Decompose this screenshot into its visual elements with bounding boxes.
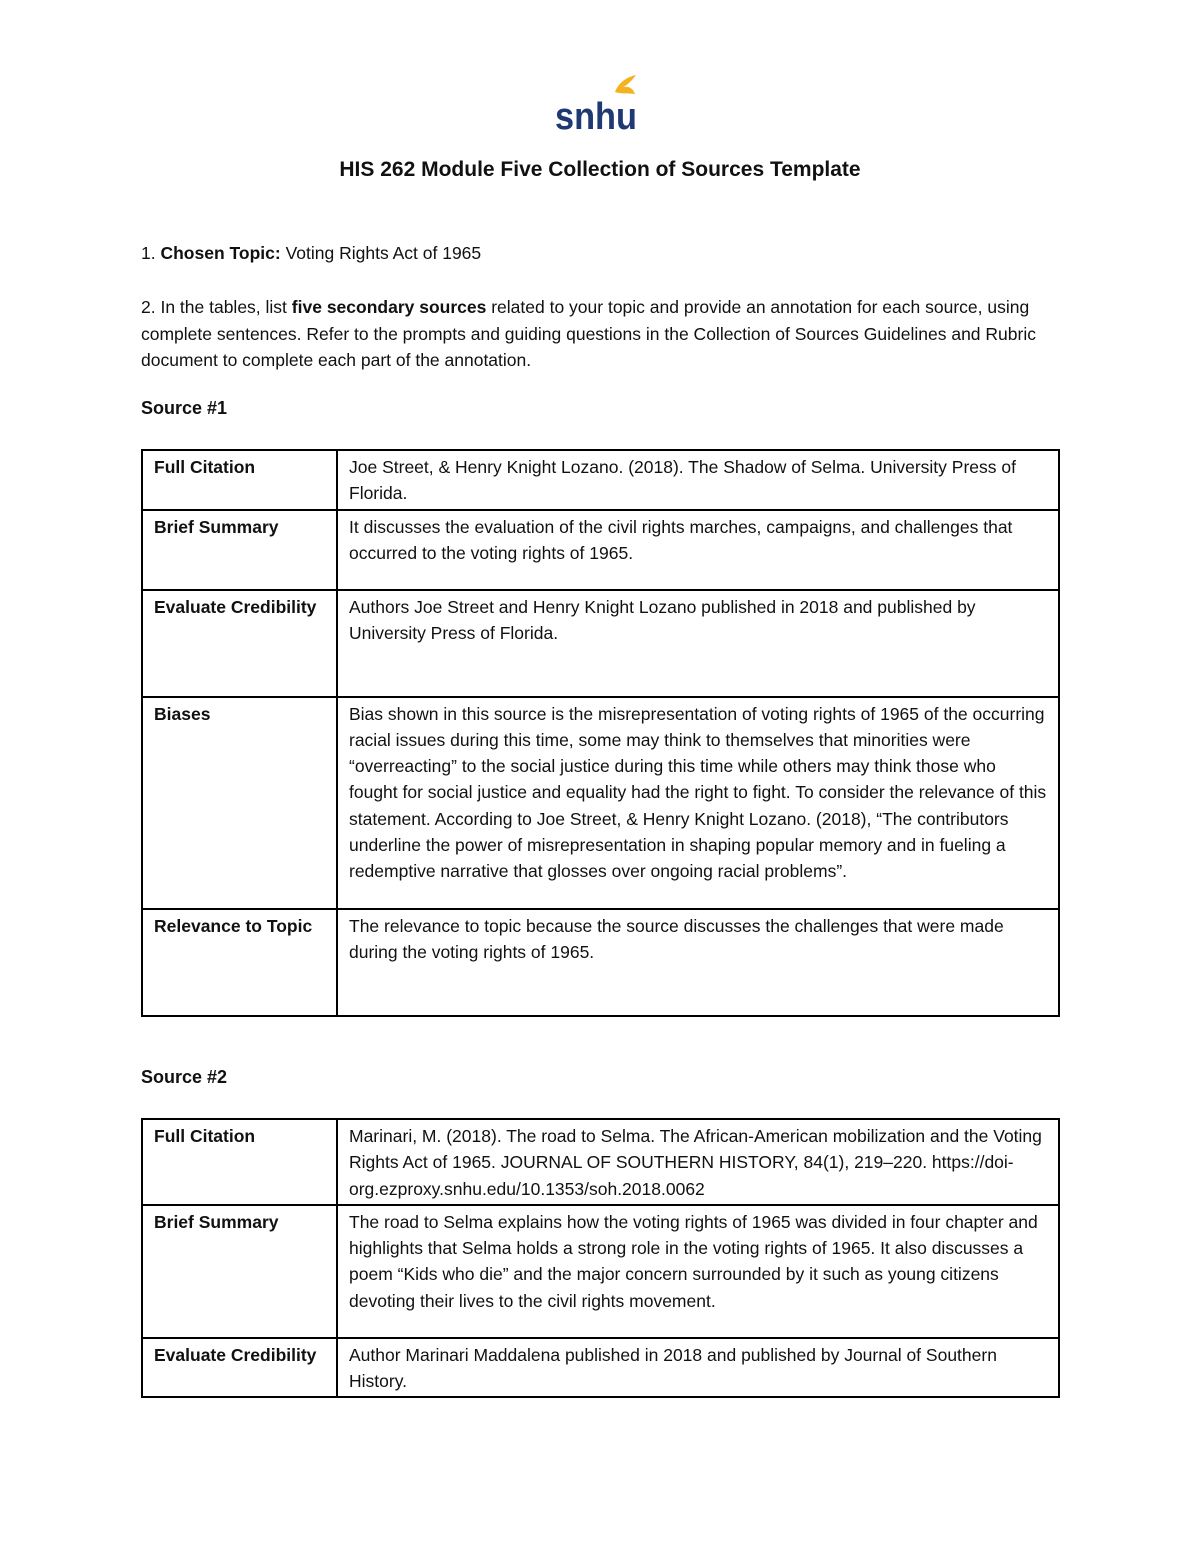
flame-icon	[615, 75, 636, 94]
table-row	[142, 1119, 1059, 1205]
table-row	[142, 450, 1059, 510]
chosen-topic-value: Voting Rights Act of 1965	[285, 243, 482, 263]
chosen-topic-line	[141, 240, 1041, 267]
row-label: Full Citation	[142, 1119, 337, 1205]
source-2-table	[141, 1118, 1060, 1398]
row-label: Biases	[142, 697, 337, 909]
instructions-bold: five secondary sources	[291, 297, 487, 317]
row-label: Evaluate Credibility	[142, 1338, 337, 1398]
row-value: Author Marinari Maddalena published in 2018 and published by Journal of Southern History.	[337, 1338, 1059, 1398]
chosen-topic-label: Chosen Topic:	[160, 243, 281, 263]
row-label: Evaluate Credibility	[142, 590, 337, 697]
row-label: Relevance to Topic	[142, 909, 337, 1016]
source-1-heading: Source #1	[141, 398, 228, 418]
row-value: The road to Selma explains how the voting rights of 1965 was divided in four chapter and highlights that Selma holds a strong role in the voting rights of 1965. It also discusses a poem “Kids who die” and the major concern surrounded by it such as young citizens devoting their lives to the civil rights movement.	[337, 1205, 1059, 1338]
table-row	[142, 1205, 1059, 1338]
table-row	[142, 1338, 1059, 1398]
table-row	[142, 697, 1059, 909]
row-value: Authors Joe Street and Henry Knight Lozano published in 2018 and published by University Press of Florida.	[337, 590, 1059, 697]
row-value: It discusses the evaluation of the civil rights marches, campaigns, and challenges that occurred to the voting rights of 1965.	[337, 510, 1059, 590]
source-2-heading: Source #2	[141, 1067, 228, 1087]
row-value: The relevance to topic because the source discusses the challenges that were made during the voting rights of 1965.	[337, 909, 1059, 1016]
row-value: Marinari, M. (2018). The road to Selma. The African-American mobilization and the Voting Rights Act of 1965. JOURNAL OF SOUTHERN HISTORY, 84(1), 219–220. https://doi-org.ezproxy.snhu.edu/10.1353/soh.2018.0062	[337, 1119, 1059, 1205]
instructions-paragraph	[141, 294, 1041, 374]
chosen-topic-number: 1.	[141, 243, 156, 263]
row-label: Brief Summary	[142, 510, 337, 590]
row-label: Full Citation	[142, 450, 337, 510]
snhu-logo	[553, 72, 643, 134]
table-row	[142, 510, 1059, 590]
row-label: Brief Summary	[142, 1205, 337, 1338]
instructions-post: related to your topic and provide an annotation for each source, using complete sentences. Refer to the prompts and guiding questions in the Collection of Sources Guidelines and Rubric document to complete each part of the annotation.	[141, 297, 1036, 370]
snhu-logo-graphic	[553, 72, 643, 134]
document-title: HIS 262 Module Five Collection of Sources Template	[339, 158, 861, 181]
row-value: Joe Street, & Henry Knight Lozano. (2018). The Shadow of Selma. University Press of Florida.	[337, 450, 1059, 510]
source-1-table	[141, 449, 1060, 1017]
row-value: Bias shown in this source is the misrepresentation of voting rights of 1965 of the occurring racial issues during this time, some may think to themselves that minorities were “overreacting” to the social justice during this time while others may think those who fought for social justice and equality had the right to fight. To consider the relevance of this statement. According to Joe Street, & Henry Knight Lozano. (2018), “The contributors underline the power of misrepresentation in shaping popular memory and in fueling a redemptive narrative that glosses over ongoing racial problems”.	[337, 697, 1059, 909]
table-row	[142, 590, 1059, 697]
table-row	[142, 909, 1059, 1016]
instructions-pre: 2. In the tables, list	[141, 297, 287, 317]
svg-text:snhu: snhu	[555, 96, 637, 134]
